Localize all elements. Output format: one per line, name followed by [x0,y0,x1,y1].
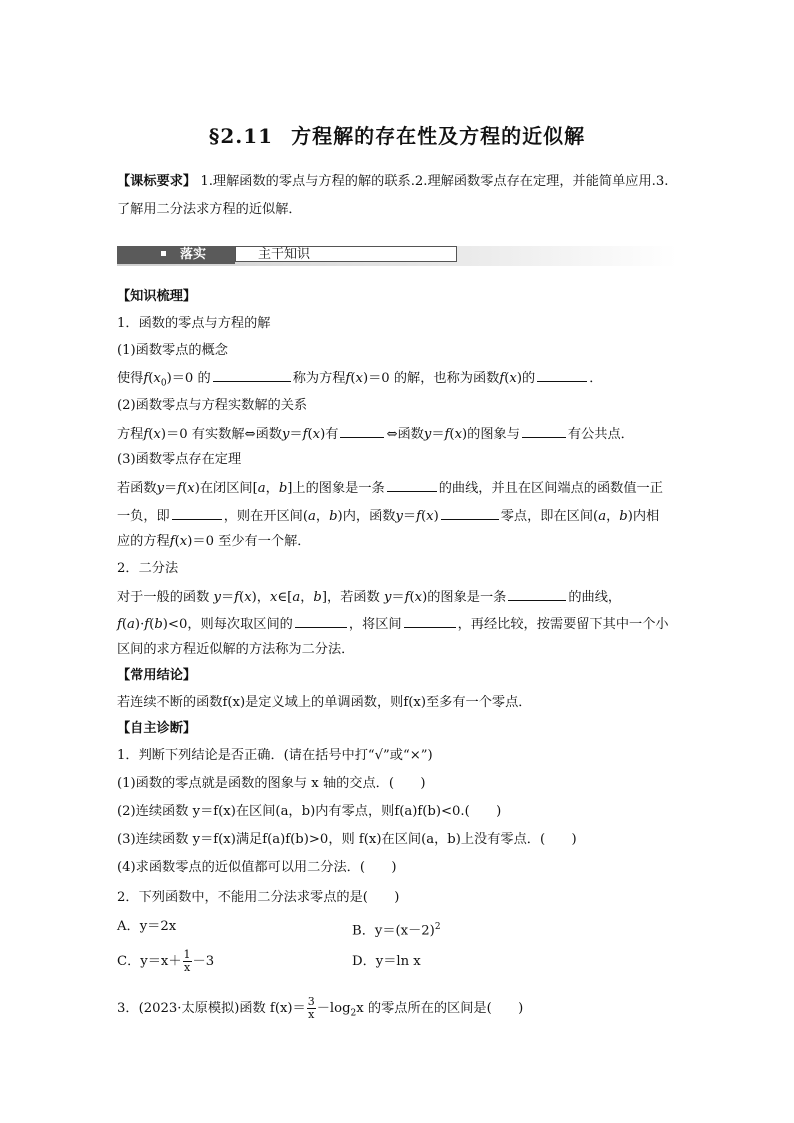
square-bullet-icon [161,251,166,256]
knowledge-s1-2-text: 方程f(x)＝0 有实数解⇔函数y＝f(x)有 ⇔函数y＝f(x)的图象与 有公共点． [117,423,634,445]
section-banner [117,246,677,266]
fill-blank[interactable] [508,586,566,601]
knowledge-s1: 1．函数的零点与方程的解 [117,316,271,331]
requirements-label: 【课标要求】 [117,174,197,189]
fill-blank[interactable] [441,505,499,520]
banner-label: 主干知识 [235,246,457,262]
knowledge-s1-1: (1)函数零点的概念 [117,343,228,358]
conclusion-text: 若连续不断的函数f(x)是定义域上的单调函数，则f(x)至多有一个零点． [117,695,532,710]
requirements-line-2: 了解用二分法求方程的近似解． [117,202,302,217]
knowledge-s1-2: (2)函数零点与方程实数解的关系 [117,398,308,413]
knowledge-s2-text-3: 区间的求方程近似解的方法称为二分法． [117,642,355,657]
question-2-option-d[interactable]: D．y＝ln x [352,954,421,969]
question-1: 1．判断下列结论是否正确．(请在括号中打“√”或“×”) [117,748,433,763]
knowledge-s1-3-text-2: 一负，即 ，则在开区间(a，b)内，函数y＝f(x) 零点，即在区间(a，b)内相 [117,505,659,527]
question-2-option-b[interactable]: B．$y=(x-2)^2$ [352,922,441,939]
question-3: 3．(2023·太原模拟)函数 f(x)＝ $\frac{3}{x}$ $-\log_2x$ 的零点所在的区间是( ) [117,995,524,1021]
page-title [0,120,794,149]
fill-blank[interactable] [387,477,437,492]
requirements-text-1: 1.理解函数的零点与方程的解的联系.2.理解函数零点存在定理，并能简单应用.3. [200,174,669,189]
fraction: $\frac{1}{x}$ [183,948,191,974]
knowledge-s1-1-text: 使得$f(x_0)=0$ 的 称为方程f(x)＝0 的解，也称为函数f(x)的 ． [117,367,602,394]
requirements-line-1 [117,172,668,192]
question-1-item-2: (2)连续函数 y＝f(x)在区间(a，b)内有零点，则f(a)f(b)<0.( ) [117,804,502,819]
question-1-item-4: (4)求函数零点的近似值都可以用二分法．( ) [117,860,397,875]
fill-blank[interactable] [522,423,566,438]
fraction: $\frac{3}{x}$ [307,995,315,1021]
question-1-item-1: (1)函数的零点就是函数的图象与 x 轴的交点．( ) [117,776,426,791]
knowledge-s2: 2．二分法 [117,561,179,576]
knowledge-s1-3-text-3: 应的方程f(x)＝0 至少有一个解． [117,534,311,549]
diagnosis-heading: 【自主诊断】 [117,721,197,736]
knowledge-s2-text-2: f(a)·f(b)<0，则每次取区间的 ，将区间 ，再经比较，按需要留下其中一个小 [117,613,669,635]
fill-blank[interactable] [172,505,222,520]
conclusion-heading: 【常用结论】 [117,668,197,683]
fill-blank[interactable] [340,423,384,438]
banner-tag: 落实 [117,246,235,264]
question-1-item-3: (3)连续函数 y＝f(x)满足f(a)f(b)>0，则 f(x)在区间(a，b)上没有零点．( ) [117,832,577,847]
section-number: §2.11 [208,124,274,148]
section-title: 方程解的存在性及方程的近似解 [291,124,586,148]
question-2: 2．下列函数中，不能用二分法求零点的是( ) [117,890,400,905]
knowledge-s1-3: (3)函数零点存在定理 [117,452,242,467]
question-2-option-a[interactable]: A．y＝2x [117,919,177,934]
fill-blank[interactable] [537,367,587,382]
knowledge-s2-text-1: 对于一般的函数 y＝f(x)，x∈[a，b]，若函数 y＝f(x)的图象是一条 的曲线， [117,586,621,608]
fill-blank[interactable] [213,367,291,382]
fill-blank[interactable] [295,613,347,628]
question-2-option-c[interactable]: C．y＝x＋ $\frac{1}{x}$ －3 [117,948,215,974]
knowledge-heading: 【知识梳理】 [117,289,197,304]
knowledge-s1-3-text-1: 若函数y＝f(x)在闭区间[a，b]上的图象是一条 的曲线，并且在区间端点的函数值一正 [117,477,663,499]
fill-blank[interactable] [404,613,456,628]
